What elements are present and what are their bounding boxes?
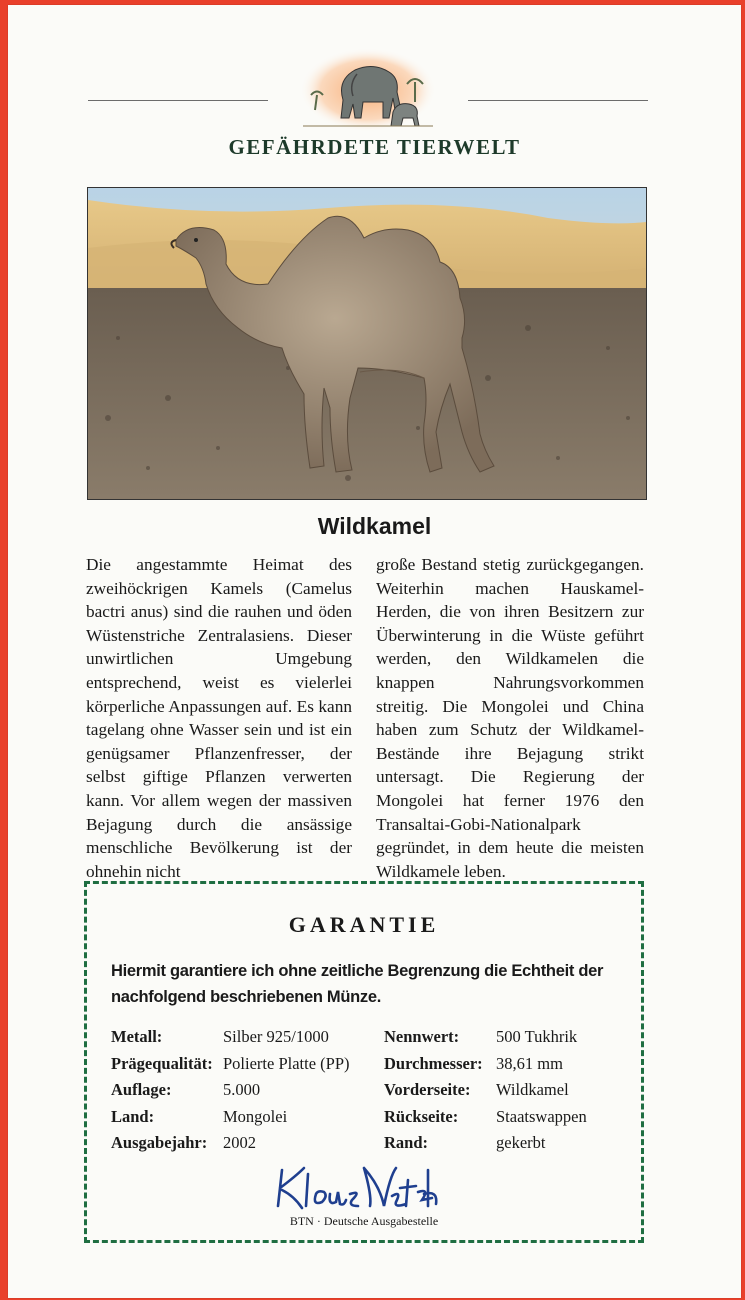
spec-row [384, 1024, 634, 1051]
spec-row [111, 1051, 381, 1078]
spec-label: Ausgabejahr: [111, 1133, 208, 1152]
spec-label: Durchmesser: [384, 1053, 483, 1073]
spec-value: 500 Tukhrik [496, 1027, 578, 1046]
spec-row [384, 1051, 634, 1078]
spec-label: Metall: [111, 1027, 163, 1046]
spec-value: Polierte Platte (PP) [223, 1053, 350, 1073]
spec-value: gekerbt [496, 1133, 546, 1152]
elephants-emblem-icon [293, 40, 443, 135]
guarantee-title: GARANTIE [288, 912, 440, 937]
spec-row [111, 1077, 381, 1104]
bactrian-camel-photo [87, 187, 647, 500]
handwritten-signature-icon [272, 1156, 442, 1216]
article-title: Wildkamel [317, 513, 432, 539]
spec-label: Rückseite: [384, 1106, 459, 1126]
spec-value: 5.000 [223, 1080, 261, 1099]
certificate-sheet [8, 5, 741, 1298]
spec-label: Land: [111, 1106, 155, 1126]
spec-row [111, 1104, 381, 1131]
spec-label: Prägequalität: [111, 1053, 213, 1073]
spec-label: Auflage: [111, 1080, 172, 1099]
spec-value: Staatswappen [496, 1106, 587, 1126]
spec-value: 38,61 mm [496, 1053, 563, 1073]
guarantee-statement: Hiermit garantiere ich ohne zeitliche Begrenzung die Echtheit der nachfolgend beschriebenen Münze. [111, 962, 604, 1006]
article-left-column: Die angestammte Heimat des zweihöckrigen Kamels (Camelus bactri anus) sind die rauhen und öden Wüstenstriche Zentralasiens. Dieser unwirtlichen Umgebung entsprechend, weist es vielerlei körperliche Anpassungen auf. Es kann tagelang ohne Wasser sein und ist ein genügsamer Pflanzenfresser, der selbst giftige Pflanzen verwerten kann. Vor allem wegen der massiven Bejagung durch die ansässige menschliche Bevölkerung ist der ohnehin nicht [86, 555, 352, 881]
spec-label: Nennwert: [384, 1027, 460, 1046]
spec-label: Rand: [384, 1133, 429, 1152]
header-rule-left [88, 100, 268, 101]
spec-value: Mongolei [223, 1106, 288, 1126]
issuer-line: BTN · Deutsche Ausgabestelle [289, 1214, 439, 1228]
spec-value: Silber 925/1000 [223, 1027, 329, 1046]
spec-label: Vorderseite: [384, 1080, 471, 1099]
spec-row [384, 1077, 634, 1104]
spec-value: 2002 [223, 1133, 256, 1152]
specs-right [384, 1024, 634, 1157]
spec-row [111, 1024, 381, 1051]
specs-left [111, 1024, 381, 1157]
spec-row [111, 1130, 381, 1157]
spec-row [384, 1130, 634, 1157]
series-title: GEFÄHRDETE TIERWELT [228, 135, 521, 159]
spec-row [384, 1104, 634, 1131]
guarantee-box [84, 881, 644, 1243]
article-right-column: große Bestand stetig zurückgegangen. Weiterhin machen Hauskamel-Herden, die von ihren Besitzern zur Überwinterung in die Wüste geführt werden, den Wildkamelen die knappen Nahrungsvorkommen streitig. Die Mongolei und China haben zum Schutz der Wildkamel-Bestände ihre Bejagung strikt untersagt. Die Regierung der Mongolei hat ferner 1976 den Transaltai-Gobi-Nationalpark gegründet, in dem heute die meisten Wildkamele leben. [376, 555, 644, 881]
header-rule-right [468, 100, 648, 101]
spec-value: Wildkamel [496, 1080, 569, 1099]
